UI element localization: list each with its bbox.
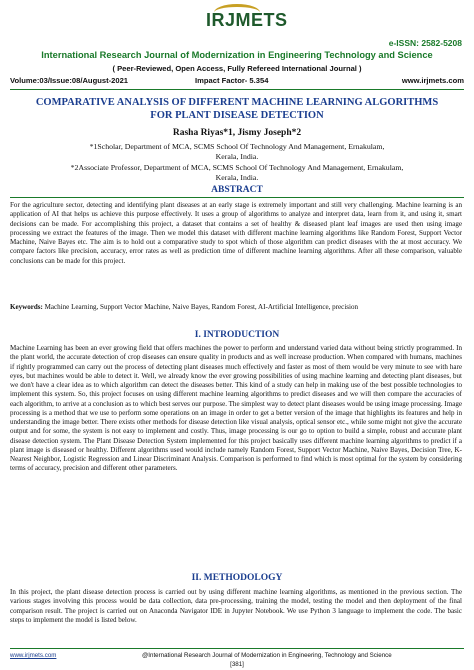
abstract-heading: ABSTRACT (211, 185, 263, 195)
abstract-divider (10, 197, 464, 198)
peer-review-note: ( Peer-Reviewed, Open Access, Fully Refereed International Journal ) (112, 64, 362, 73)
journal-logo (206, 4, 288, 34)
keywords-text: Machine Learning, Support Vector Machine, Naive Bayes, Random Forest, AI-Artificial Intelligence, precision (42, 303, 359, 311)
page-number: [381] (230, 661, 244, 668)
footer-url[interactable]: www.irjmets.com (10, 652, 57, 659)
methodology-heading: II. METHODOLOGY (191, 573, 283, 583)
affiliation-2-line2: Kerala, India. (215, 173, 259, 182)
paper-title: COMPARATIVE ANALYSIS OF DIFFERENT MACHINE LEARNING ALGORITHMS FOR PLANT DISEASE DETECTION (35, 97, 439, 121)
volume-line (10, 76, 464, 87)
journal-name: International Research Journal of Modernization in Engineering Technology and Science (41, 50, 433, 60)
logo-text: IRJMETS (206, 10, 288, 30)
abstract-text: For the agriculture sector, detecting and identifying plant diseases at an early stage is extremely important and still very challenging. Machine learning is an application of AI that helps us achieve this purpose effectively. It uses a group of algorithms to analyze and interpret data, learn from it, and using it, smart decisions can be made. For accomplishing this project, a dataset that contains a set of healthy & diseased plant leaf images are used then using image processing we extract the features of the image. Then we model this dataset with different machine learning algorithms like Random Forest, Support Vector Machine, Naive Bayes etc. The aim is to hold out a comparative study to spot which of those algorithm can predict diseases with the at most accuracy. We compare factors like precision, accuracy, error rates as well as prediction time of different machine learning algorithms. After all these comparison, valuable conclusions can be made for this project. (10, 201, 462, 265)
methodology-text: In this project, the plant disease detection process is carried out by using different machine learning algorithms, as mentioned in the previous section. The various stages involving this process would be data collection, data pre-processing, training the model, testing the model and then deployment of the final comparison result. The project is carried out on Anaconda Navigator IDE in Jupyter Notebook. We use Python 3 language to implement the code. The basic steps to implement the model is listed below. (10, 588, 462, 624)
impact-factor: Impact Factor- 5.354 (195, 76, 269, 85)
paper-authors: Rasha Riyas*1, Jismy Joseph*2 (172, 128, 302, 138)
eissn: e-ISSN: 2582-5208 (388, 38, 462, 48)
footer-credit: @International Research Journal of Modernization in Engineering, Technology and Science (142, 652, 392, 659)
introduction-text: Machine Learning has been an ever growing field that offers machines the power to perform and understand varied data without being strictly programmed. In the plant world, the accurate detection of crop diseases can ensure quality in products and as well increase production. When compared with humans, machines if rightly programmed can carry out the process of detecting plant diseases much effectively and faster as most of them would be very minute to see with hare eyes, but machines would be able to detect it. Well, we already know the ever growing possibilities of using machine learning and detecting plant diseases, but we don't have a clear idea as to which algorithm can detect the diseases better. This kind of a study can help in making use of the best possible technologies to implement this system. So, this project focuses on using different machine learning algorithms to predict diseases and we will then compare the accuracies of each algorithm, to arrive at a conclusion as to which best serves our purpose. The simplest way to detect plant diseases would be using image processing. Image processing is a method that we use to perform some operations on an image in order to get a better version of the image that highlights its features and help in understanding the image better. There exists other methods for disease detection like visual analysis, optical sensor etc., while some might not give the accurate output and for some, the system is not easy to implement and costly. Thus, image processing is our go to option to build a simple, robust and accurate plant disease detection system. The Plant Disease Detection System implemented for this project basically uses different machine learning algorithms to predict if a plant image is diseased or healthy. Different algorithms used would include namely Random Forest, Support Vector Machine, Naive Bayes, Decision Tree, K-Nearest Neighbor, Logistic Regression and Linear Discriminant Analysis. Comparison is performed to find which is most optimal for the system by considering terms of accuracy, precision and different other parameters. (10, 344, 462, 473)
footer-divider (10, 648, 464, 649)
affiliation-1-line1: *1Scholar, Department of MCA, SCMS School Of Technology And Management, Ernakulam, (89, 142, 385, 151)
header-divider (10, 89, 464, 90)
keywords-label: Keywords: (10, 303, 43, 311)
journal-website[interactable]: www.irjmets.com (401, 76, 464, 85)
keywords-line (10, 303, 462, 312)
introduction-heading: I. INTRODUCTION (194, 330, 280, 340)
volume-issue: Volume:03/Issue:08/August-2021 (10, 76, 129, 85)
affiliation-2-line1: *2Associate Professor, Department of MCA, SCMS School Of Technology And Management, Ernakulam, (70, 163, 404, 172)
affiliation-1-line2: Kerala, India. (215, 152, 259, 161)
